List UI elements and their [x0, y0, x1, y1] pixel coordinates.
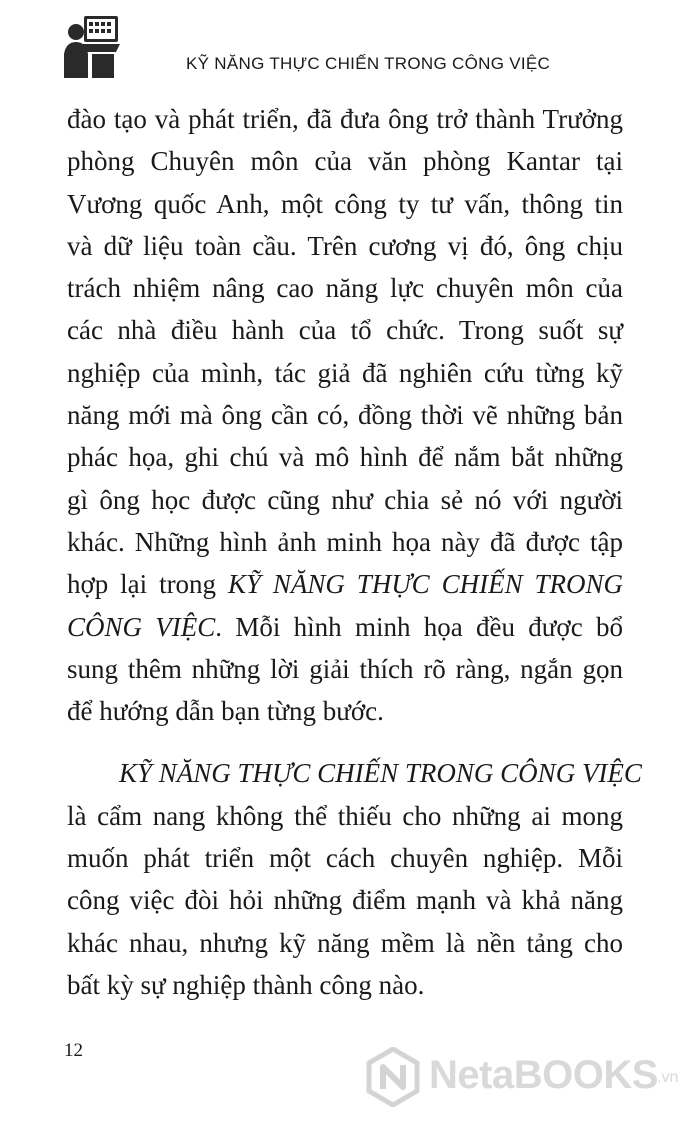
text-line: để hướng dẫn bạn từng bước.: [67, 696, 384, 727]
text-line: và dữ liệu toàn cầu. Trên cương vị đó, ông chịu: [67, 230, 623, 261]
text-line: sung thêm những lời giải thích rõ ràng, ngắn gọn: [67, 653, 623, 684]
text-line: Vương quốc Anh, một công ty tư vấn, thông tin: [67, 188, 623, 219]
text-line: [67, 752, 642, 794]
text-line: bất kỳ sự nghiệp thành công nào.: [67, 969, 425, 1000]
text-line: công việc đòi hỏi những điểm mạnh và khả năng: [67, 885, 623, 916]
text-line: là cẩm nang không thể thiếu cho những ai mong: [67, 800, 623, 831]
page-number: 12: [64, 1040, 83, 1061]
text-line: phác họa, ghi chú và mô hình để nắm bắt những: [67, 442, 623, 473]
text-line: gì ông học được cũng như chia sẻ nó với người: [67, 484, 623, 515]
person-at-computer-icon: [64, 14, 120, 78]
text-line: khác. Những hình ảnh minh họa này đã được tập: [67, 526, 623, 557]
watermark-text: NetaBOOKS: [429, 1053, 658, 1097]
text-line: phòng Chuyên môn của văn phòng Kantar tại: [67, 146, 623, 177]
watermark-suffix: .vn: [657, 1069, 679, 1086]
text-segment: hợp lại trong: [67, 569, 228, 600]
text-segment: . Mỗi hình minh họa đều được bổ: [215, 611, 623, 642]
text-line: trách nhiệm nâng cao năng lực chuyên môn của: [67, 273, 623, 304]
running-title: KỸ NĂNG THỰC CHIẾN TRONG CÔNG VIỆC: [186, 54, 551, 73]
paragraph-1: [67, 98, 623, 732]
watermark: [365, 1047, 695, 1107]
book-title-italic: KỸ NĂNG THỰC CHIẾN TRONG: [227, 569, 623, 600]
text-line: đào tạo và phát triển, đã đưa ông trở thành Trưởng: [67, 104, 623, 134]
text-line: năng mới mà ông cần có, đồng thời vẽ những bản: [67, 400, 623, 431]
text-line: nghiệp của mình, tác giả đã nghiên cứu từng kỹ: [67, 357, 623, 388]
text-line: [67, 563, 623, 605]
text-line: các nhà điều hành của tổ chức. Trong suốt sự: [67, 315, 623, 346]
page-header: [64, 14, 664, 84]
paragraph-2: [67, 752, 642, 1006]
body-text: [67, 98, 642, 1006]
book-title-italic: CÔNG VIỆC: [67, 611, 216, 642]
book-title-italic: KỸ NĂNG THỰC CHIẾN TRONG CÔNG VIỆC: [119, 758, 642, 789]
netabooks-logo-icon: [365, 1047, 421, 1107]
text-line: [67, 606, 623, 648]
text-line: khác nhau, nhưng kỹ năng mềm là nền tảng cho: [67, 927, 623, 958]
text-line: muốn phát triển một cách chuyên nghiệp. Mỗi: [67, 843, 623, 874]
